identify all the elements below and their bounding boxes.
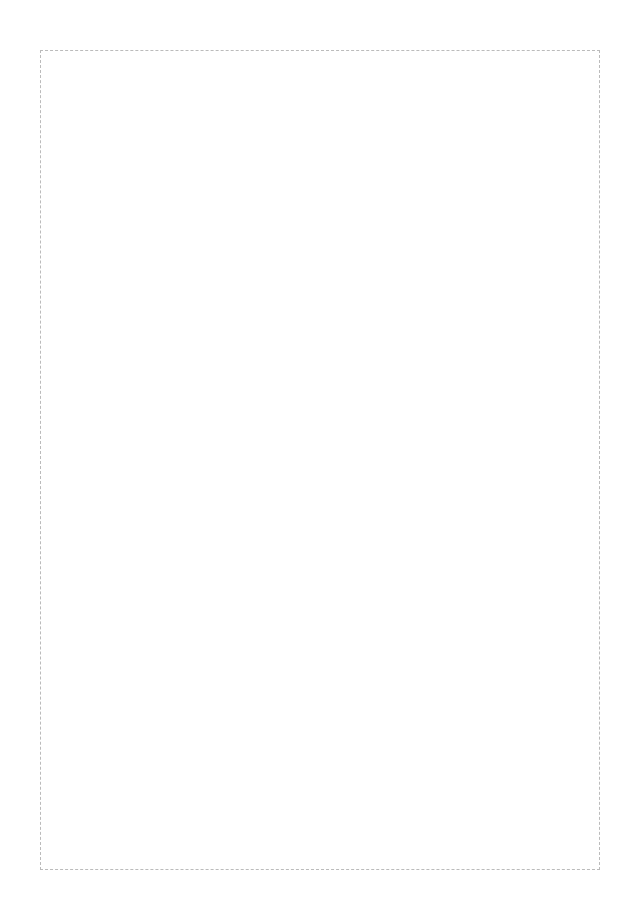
content-placeholder (40, 50, 600, 870)
